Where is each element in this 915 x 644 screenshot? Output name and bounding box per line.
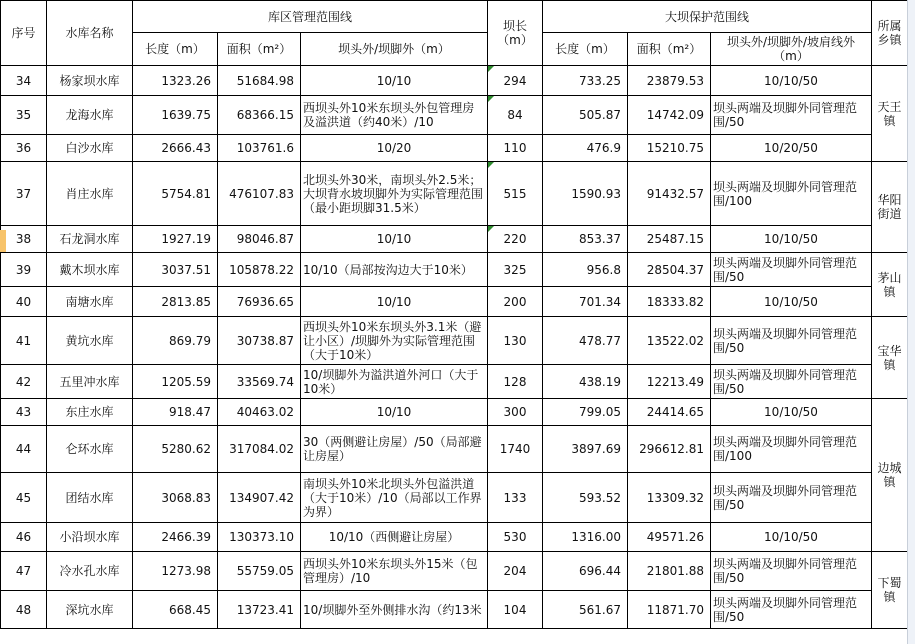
cell-outer2[interactable]: 10/20/50	[711, 135, 872, 162]
cell-area[interactable]: 55759.05	[218, 552, 301, 591]
cell-outer[interactable]: 10/坝脚外至外侧排水沟（约13米	[301, 591, 488, 629]
cell-area2[interactable]: 12213.49	[628, 365, 711, 399]
table-body	[1, 66, 908, 629]
table-row	[1, 287, 908, 317]
header-outer2: 坝头外/坝脚外/坡肩线外（m）	[711, 33, 872, 66]
table-row	[1, 473, 908, 523]
cell-area2[interactable]: 15210.75	[628, 135, 711, 162]
cell-length[interactable]: 869.79	[133, 317, 218, 365]
cell-length[interactable]: 1205.59	[133, 365, 218, 399]
table-row	[1, 591, 908, 629]
table-row	[1, 317, 908, 365]
cell-outer2[interactable]: 坝头两端及坝脚外同管理范围/50	[711, 552, 872, 591]
cell-seq[interactable]: 46	[1, 523, 47, 552]
cell-area[interactable]: 30738.87	[218, 317, 301, 365]
cell-outer[interactable]: 10/10（局部按沟边大于10米）	[301, 253, 488, 287]
cell-outer2[interactable]: 10/10/50	[711, 523, 872, 552]
cell-length2[interactable]: 1590.93	[543, 162, 628, 226]
header-length: 长度（m）	[133, 33, 218, 66]
cell-name[interactable]: 杨家坝水库	[47, 66, 133, 96]
cell-area[interactable]: 103761.6	[218, 135, 301, 162]
cell-length[interactable]: 3037.51	[133, 253, 218, 287]
cell-length2[interactable]: 593.52	[543, 473, 628, 523]
cell-length2[interactable]: 478.77	[543, 317, 628, 365]
cell-outer[interactable]: 10/10	[301, 226, 488, 253]
cell-town[interactable]: 茅山镇	[872, 253, 908, 317]
header-group1: 库区管理范围线	[133, 1, 488, 33]
header-group2: 大坝保护范围线	[543, 1, 872, 33]
cell-area2[interactable]: 23879.53	[628, 66, 711, 96]
cell-length2[interactable]: 3897.69	[543, 426, 628, 473]
header-dam-length: 坝长（m）	[488, 1, 543, 66]
cell-area2[interactable]: 25487.15	[628, 226, 711, 253]
cell-name[interactable]: 仑环水库	[47, 426, 133, 473]
cell-area[interactable]: 317084.02	[218, 426, 301, 473]
cell-area[interactable]: 76936.65	[218, 287, 301, 317]
cell-length2[interactable]: 853.37	[543, 226, 628, 253]
cell-outer[interactable]: 30（两侧避让房屋）/50（局部避让房屋）	[301, 426, 488, 473]
cell-outer[interactable]: 西坝头外10米东坝头外15米（包管理房）/10	[301, 552, 488, 591]
cell-length2[interactable]: 696.44	[543, 552, 628, 591]
cell-area[interactable]: 33569.74	[218, 365, 301, 399]
row-selection-marker	[0, 230, 6, 252]
cell-area[interactable]: 98046.87	[218, 226, 301, 253]
cell-outer2[interactable]: 10/10/50	[711, 399, 872, 426]
cell-length2[interactable]: 701.34	[543, 287, 628, 317]
cell-area2[interactable]: 49571.26	[628, 523, 711, 552]
cell-area[interactable]: 105878.22	[218, 253, 301, 287]
cell-dam-length[interactable]: 84	[488, 96, 543, 135]
header-seq: 序号	[1, 1, 47, 66]
cell-length[interactable]: 668.45	[133, 591, 218, 629]
header-area1: 面积（m²）	[218, 33, 301, 66]
table-row	[1, 135, 908, 162]
cell-length[interactable]: 2813.85	[133, 287, 218, 317]
cell-name[interactable]: 肖庄水库	[47, 162, 133, 226]
cell-town[interactable]: 边城镇	[872, 399, 908, 552]
cell-outer[interactable]: 南坝头外10米北坝头外包溢洪道（大于10米）/10（局部以工作界为界）	[301, 473, 488, 523]
cell-outer[interactable]: 10/10	[301, 399, 488, 426]
cell-dam-length[interactable]: 530	[488, 523, 543, 552]
cell-length[interactable]: 2666.43	[133, 135, 218, 162]
cell-outer2[interactable]: 10/10/50	[711, 287, 872, 317]
cell-area[interactable]: 134907.42	[218, 473, 301, 523]
cell-area[interactable]: 130373.10	[218, 523, 301, 552]
header-name: 水库名称	[47, 1, 133, 66]
cell-outer[interactable]: 10/20	[301, 135, 488, 162]
cell-outer[interactable]: 10/坝脚外为溢洪道外河口（大于10米）	[301, 365, 488, 399]
cell-seq[interactable]: 38	[1, 226, 47, 253]
cell-dam-length[interactable]: 133	[488, 473, 543, 523]
cell-seq[interactable]: 39	[1, 253, 47, 287]
cell-name[interactable]: 黄坑水库	[47, 317, 133, 365]
comment-indicator	[488, 226, 494, 232]
cell-length[interactable]: 2466.39	[133, 523, 218, 552]
cell-dam-length[interactable]: 220	[488, 226, 543, 253]
cell-outer[interactable]: 10/10	[301, 287, 488, 317]
cell-length[interactable]: 918.47	[133, 399, 218, 426]
cell-length2[interactable]: 956.8	[543, 253, 628, 287]
cell-outer2[interactable]: 10/10/50	[711, 226, 872, 253]
cell-seq[interactable]: 40	[1, 287, 47, 317]
cell-dam-length[interactable]: 300	[488, 399, 543, 426]
cell-area2[interactable]: 91432.57	[628, 162, 711, 226]
cell-outer[interactable]: 西坝头外10米东坝头外包管理房及溢洪道（约40米）/10	[301, 96, 488, 135]
cell-seq[interactable]: 43	[1, 399, 47, 426]
cell-seq[interactable]: 37	[1, 162, 47, 226]
cell-area[interactable]: 51684.98	[218, 66, 301, 96]
header-outer1: 坝头外/坝脚外（m）	[301, 33, 488, 66]
cell-length2[interactable]: 561.67	[543, 591, 628, 629]
cell-area2[interactable]: 13522.02	[628, 317, 711, 365]
cell-name[interactable]: 戴木坝水库	[47, 253, 133, 287]
cell-outer2[interactable]: 坝头两端及坝脚外同管理范围/50	[711, 96, 872, 135]
cell-dam-length[interactable]: 204	[488, 552, 543, 591]
cell-length2[interactable]: 1316.00	[543, 523, 628, 552]
cell-length2[interactable]: 438.19	[543, 365, 628, 399]
cell-length[interactable]: 1323.26	[133, 66, 218, 96]
table-row	[1, 162, 908, 226]
table-row	[1, 96, 908, 135]
comment-indicator	[488, 162, 494, 168]
cell-seq[interactable]: 48	[1, 591, 47, 629]
cell-outer2[interactable]: 坝头两端及坝脚外同管理范围/50	[711, 317, 872, 365]
table-row	[1, 523, 908, 552]
cell-area[interactable]: 40463.02	[218, 399, 301, 426]
cell-dam-length[interactable]: 130	[488, 317, 543, 365]
cell-name[interactable]: 石龙洞水库	[47, 226, 133, 253]
table-row	[1, 365, 908, 399]
cell-seq[interactable]: 36	[1, 135, 47, 162]
cell-length[interactable]: 1639.75	[133, 96, 218, 135]
cell-seq[interactable]: 44	[1, 426, 47, 473]
cell-name[interactable]: 东庄水库	[47, 399, 133, 426]
cell-area2[interactable]: 11871.70	[628, 591, 711, 629]
cell-outer[interactable]: 北坝头外30米，南坝头外2.5米；大坝背水坡坝脚外为实际管理范围（最小距坝脚31.5米）	[301, 162, 488, 226]
cell-length[interactable]: 5280.62	[133, 426, 218, 473]
cell-seq[interactable]: 42	[1, 365, 47, 399]
cell-name[interactable]: 五里冲水库	[47, 365, 133, 399]
cell-length[interactable]: 5754.81	[133, 162, 218, 226]
table-row	[1, 426, 908, 473]
cell-name[interactable]: 南塘水库	[47, 287, 133, 317]
cell-outer2[interactable]: 坝头两端及坝脚外同管理范围/50	[711, 591, 872, 629]
cell-outer[interactable]: 西坝头外10米东坝头外3.1米（避让小区）/坝脚外为实际管理范围（大于10米）	[301, 317, 488, 365]
cell-length[interactable]: 1273.98	[133, 552, 218, 591]
cell-length2[interactable]: 733.25	[543, 66, 628, 96]
cell-name[interactable]: 小沿坝水库	[47, 523, 133, 552]
table-row	[1, 552, 908, 591]
header-length2: 长度（m）	[543, 33, 628, 66]
cell-name[interactable]: 深坑水库	[47, 591, 133, 629]
cell-name[interactable]: 白沙水库	[47, 135, 133, 162]
cell-dam-length[interactable]: 110	[488, 135, 543, 162]
cell-dam-length[interactable]: 200	[488, 287, 543, 317]
table-row	[1, 253, 908, 287]
header-town: 所属乡镇	[872, 1, 908, 66]
cell-area2[interactable]: 21801.88	[628, 552, 711, 591]
cell-outer2[interactable]: 坝头两端及坝脚外同管理范围/100	[711, 426, 872, 473]
cell-length2[interactable]: 505.87	[543, 96, 628, 135]
cell-length2[interactable]: 799.05	[543, 399, 628, 426]
cell-area2[interactable]: 296612.81	[628, 426, 711, 473]
cell-outer[interactable]: 10/10	[301, 66, 488, 96]
cell-area2[interactable]: 24414.65	[628, 399, 711, 426]
cell-length[interactable]: 1927.19	[133, 226, 218, 253]
header-area2: 面积（m²）	[628, 33, 711, 66]
cell-outer2[interactable]: 坝头两端及坝脚外同管理范围/100	[711, 162, 872, 226]
cell-area2[interactable]: 18333.82	[628, 287, 711, 317]
cell-dam-length[interactable]: 515	[488, 162, 543, 226]
cell-area2[interactable]: 28504.37	[628, 253, 711, 287]
cell-outer2[interactable]: 坝头两端及坝脚外同管理范围/50	[711, 365, 872, 399]
cell-area2[interactable]: 14742.09	[628, 96, 711, 135]
comment-indicator	[488, 66, 494, 72]
cell-area[interactable]: 476107.83	[218, 162, 301, 226]
vertical-scroll-gutter[interactable]	[907, 0, 915, 644]
cell-dam-length[interactable]: 325	[488, 253, 543, 287]
cell-outer2[interactable]: 坝头两端及坝脚外同管理范围/50	[711, 253, 872, 287]
table-row	[1, 226, 908, 253]
cell-area2[interactable]: 13309.32	[628, 473, 711, 523]
cell-dam-length[interactable]: 294	[488, 66, 543, 96]
cell-name[interactable]: 龙海水库	[47, 96, 133, 135]
table-row	[1, 66, 908, 96]
cell-length[interactable]: 3068.83	[133, 473, 218, 523]
cell-seq[interactable]: 34	[1, 66, 47, 96]
cell-length2[interactable]: 476.9	[543, 135, 628, 162]
cell-name[interactable]: 冷水孔水库	[47, 552, 133, 591]
cell-seq[interactable]: 35	[1, 96, 47, 135]
comment-indicator	[488, 96, 494, 102]
table-row	[1, 399, 908, 426]
cell-dam-length[interactable]: 128	[488, 365, 543, 399]
cell-town[interactable]: 下蜀镇	[872, 552, 908, 629]
cell-dam-length[interactable]: 104	[488, 591, 543, 629]
cell-outer2[interactable]: 10/10/50	[711, 66, 872, 96]
cell-outer2[interactable]: 坝头两端及坝脚外同管理范围/50	[711, 473, 872, 523]
cell-town[interactable]: 华阳街道	[872, 162, 908, 253]
cell-area[interactable]: 68366.15	[218, 96, 301, 135]
cell-seq[interactable]: 41	[1, 317, 47, 365]
cell-dam-length[interactable]: 1740	[488, 426, 543, 473]
cell-outer[interactable]: 10/10（西侧避让房屋）	[301, 523, 488, 552]
cell-town[interactable]: 宝华镇	[872, 317, 908, 399]
cell-town[interactable]: 天王镇	[872, 66, 908, 162]
cell-seq[interactable]: 47	[1, 552, 47, 591]
cell-area[interactable]: 13723.41	[218, 591, 301, 629]
cell-name[interactable]: 团结水库	[47, 473, 133, 523]
cell-seq[interactable]: 45	[1, 473, 47, 523]
